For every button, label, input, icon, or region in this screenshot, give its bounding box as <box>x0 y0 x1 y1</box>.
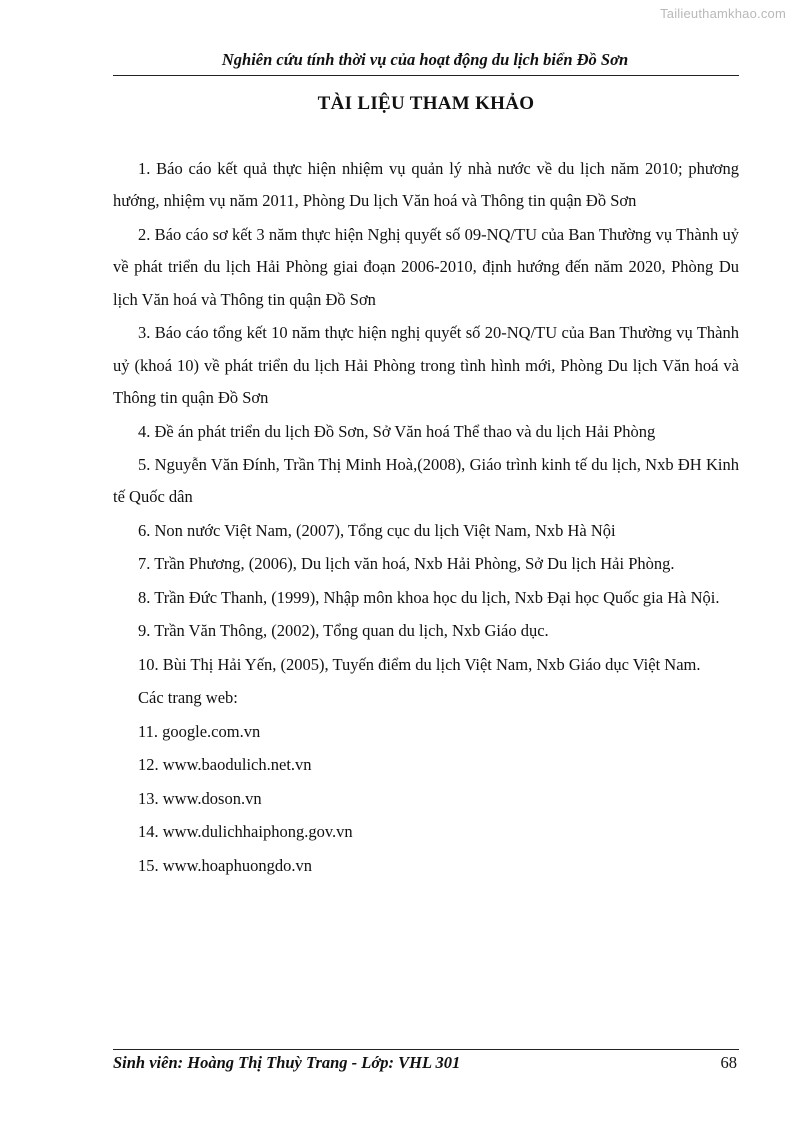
page-number: 68 <box>720 1053 737 1072</box>
reference-item: 7. Trần Phương, (2006), Du lịch văn hoá, Nxb Hải Phòng, Sở Du lịch Hải Phòng. <box>138 554 675 574</box>
reference-item: 15. www.hoaphuongdo.vn <box>138 855 312 875</box>
reference-item: 10. Bùi Thị Hải Yến, (2005), Tuyến điểm du lịch Việt Nam, Nxb Giáo dục Việt Nam. <box>138 654 701 674</box>
reference-item: 4. Đề án phát triển du lịch Đồ Sơn, Sở Văn hoá Thể thao và du lịch Hải Phòng <box>138 421 656 441</box>
reference-item: 12. www.baodulich.net.vn <box>138 755 312 775</box>
header-divider <box>113 75 739 76</box>
page-title: TÀI LIỆU THAM KHẢO <box>317 93 535 114</box>
websites-heading: Các trang web: <box>138 688 238 708</box>
reference-item: 13. www.doson.vn <box>138 788 262 808</box>
footer-divider <box>113 1049 739 1050</box>
reference-item: 2. Báo cáo sơ kết 3 năm thực hiện Nghị quyết số 09-NQ/TU của Ban Thường vụ Thành uỷ về phát triển du lịch Hải Phòng giai đoạn 2006-2010, định hướng đến năm 2020, Phòng Du lịch Văn hoá và Thông tin quận Đồ Sơn <box>113 224 739 309</box>
reference-list <box>113 153 739 883</box>
footer-author: Sinh viên: Hoàng Thị Thuỳ Trang - Lớp: VHL 301 <box>113 1053 461 1072</box>
running-header: Nghiên cứu tính thời vụ của hoạt động du lịch biển Đồ Sơn <box>221 50 629 69</box>
reference-item: 1. Báo cáo kết quả thực hiện nhiệm vụ quản lý nhà nước về du lịch năm 2010; phương hướng, nhiệm vụ năm 2011, Phòng Du lịch Văn hoá và Thông tin quận Đồ Sơn <box>113 159 739 211</box>
watermark-text: Tailieuthamkhao.com <box>660 6 786 21</box>
reference-item: 14. www.dulichhaiphong.gov.vn <box>138 822 353 842</box>
reference-item: 5. Nguyễn Văn Đính, Trần Thị Minh Hoà,(2008), Giáo trình kinh tế du lịch, Nxb ĐH Kinh tế Quốc dân <box>113 455 739 507</box>
reference-item: 3. Báo cáo tổng kết 10 năm thực hiện nghị quyết số 20-NQ/TU của Ban Thường vụ Thành uỷ (khoá 10) về phát triển du lịch Hải Phòng trong tình hình mới, Phòng Du lịch Văn hoá và Thông tin quận Đồ Sơn <box>113 323 739 408</box>
reference-item: 6. Non nước Việt Nam, (2007), Tổng cục du lịch Việt Nam, Nxb Hà Nội <box>138 520 616 540</box>
reference-item: 8. Trần Đức Thanh, (1999), Nhập môn khoa học du lịch, Nxb Đại học Quốc gia Hà Nội. <box>138 587 720 607</box>
reference-item: 9. Trần Văn Thông, (2002), Tổng quan du lịch, Nxb Giáo dục. <box>138 621 549 641</box>
reference-item: 11. google.com.vn <box>138 721 261 741</box>
